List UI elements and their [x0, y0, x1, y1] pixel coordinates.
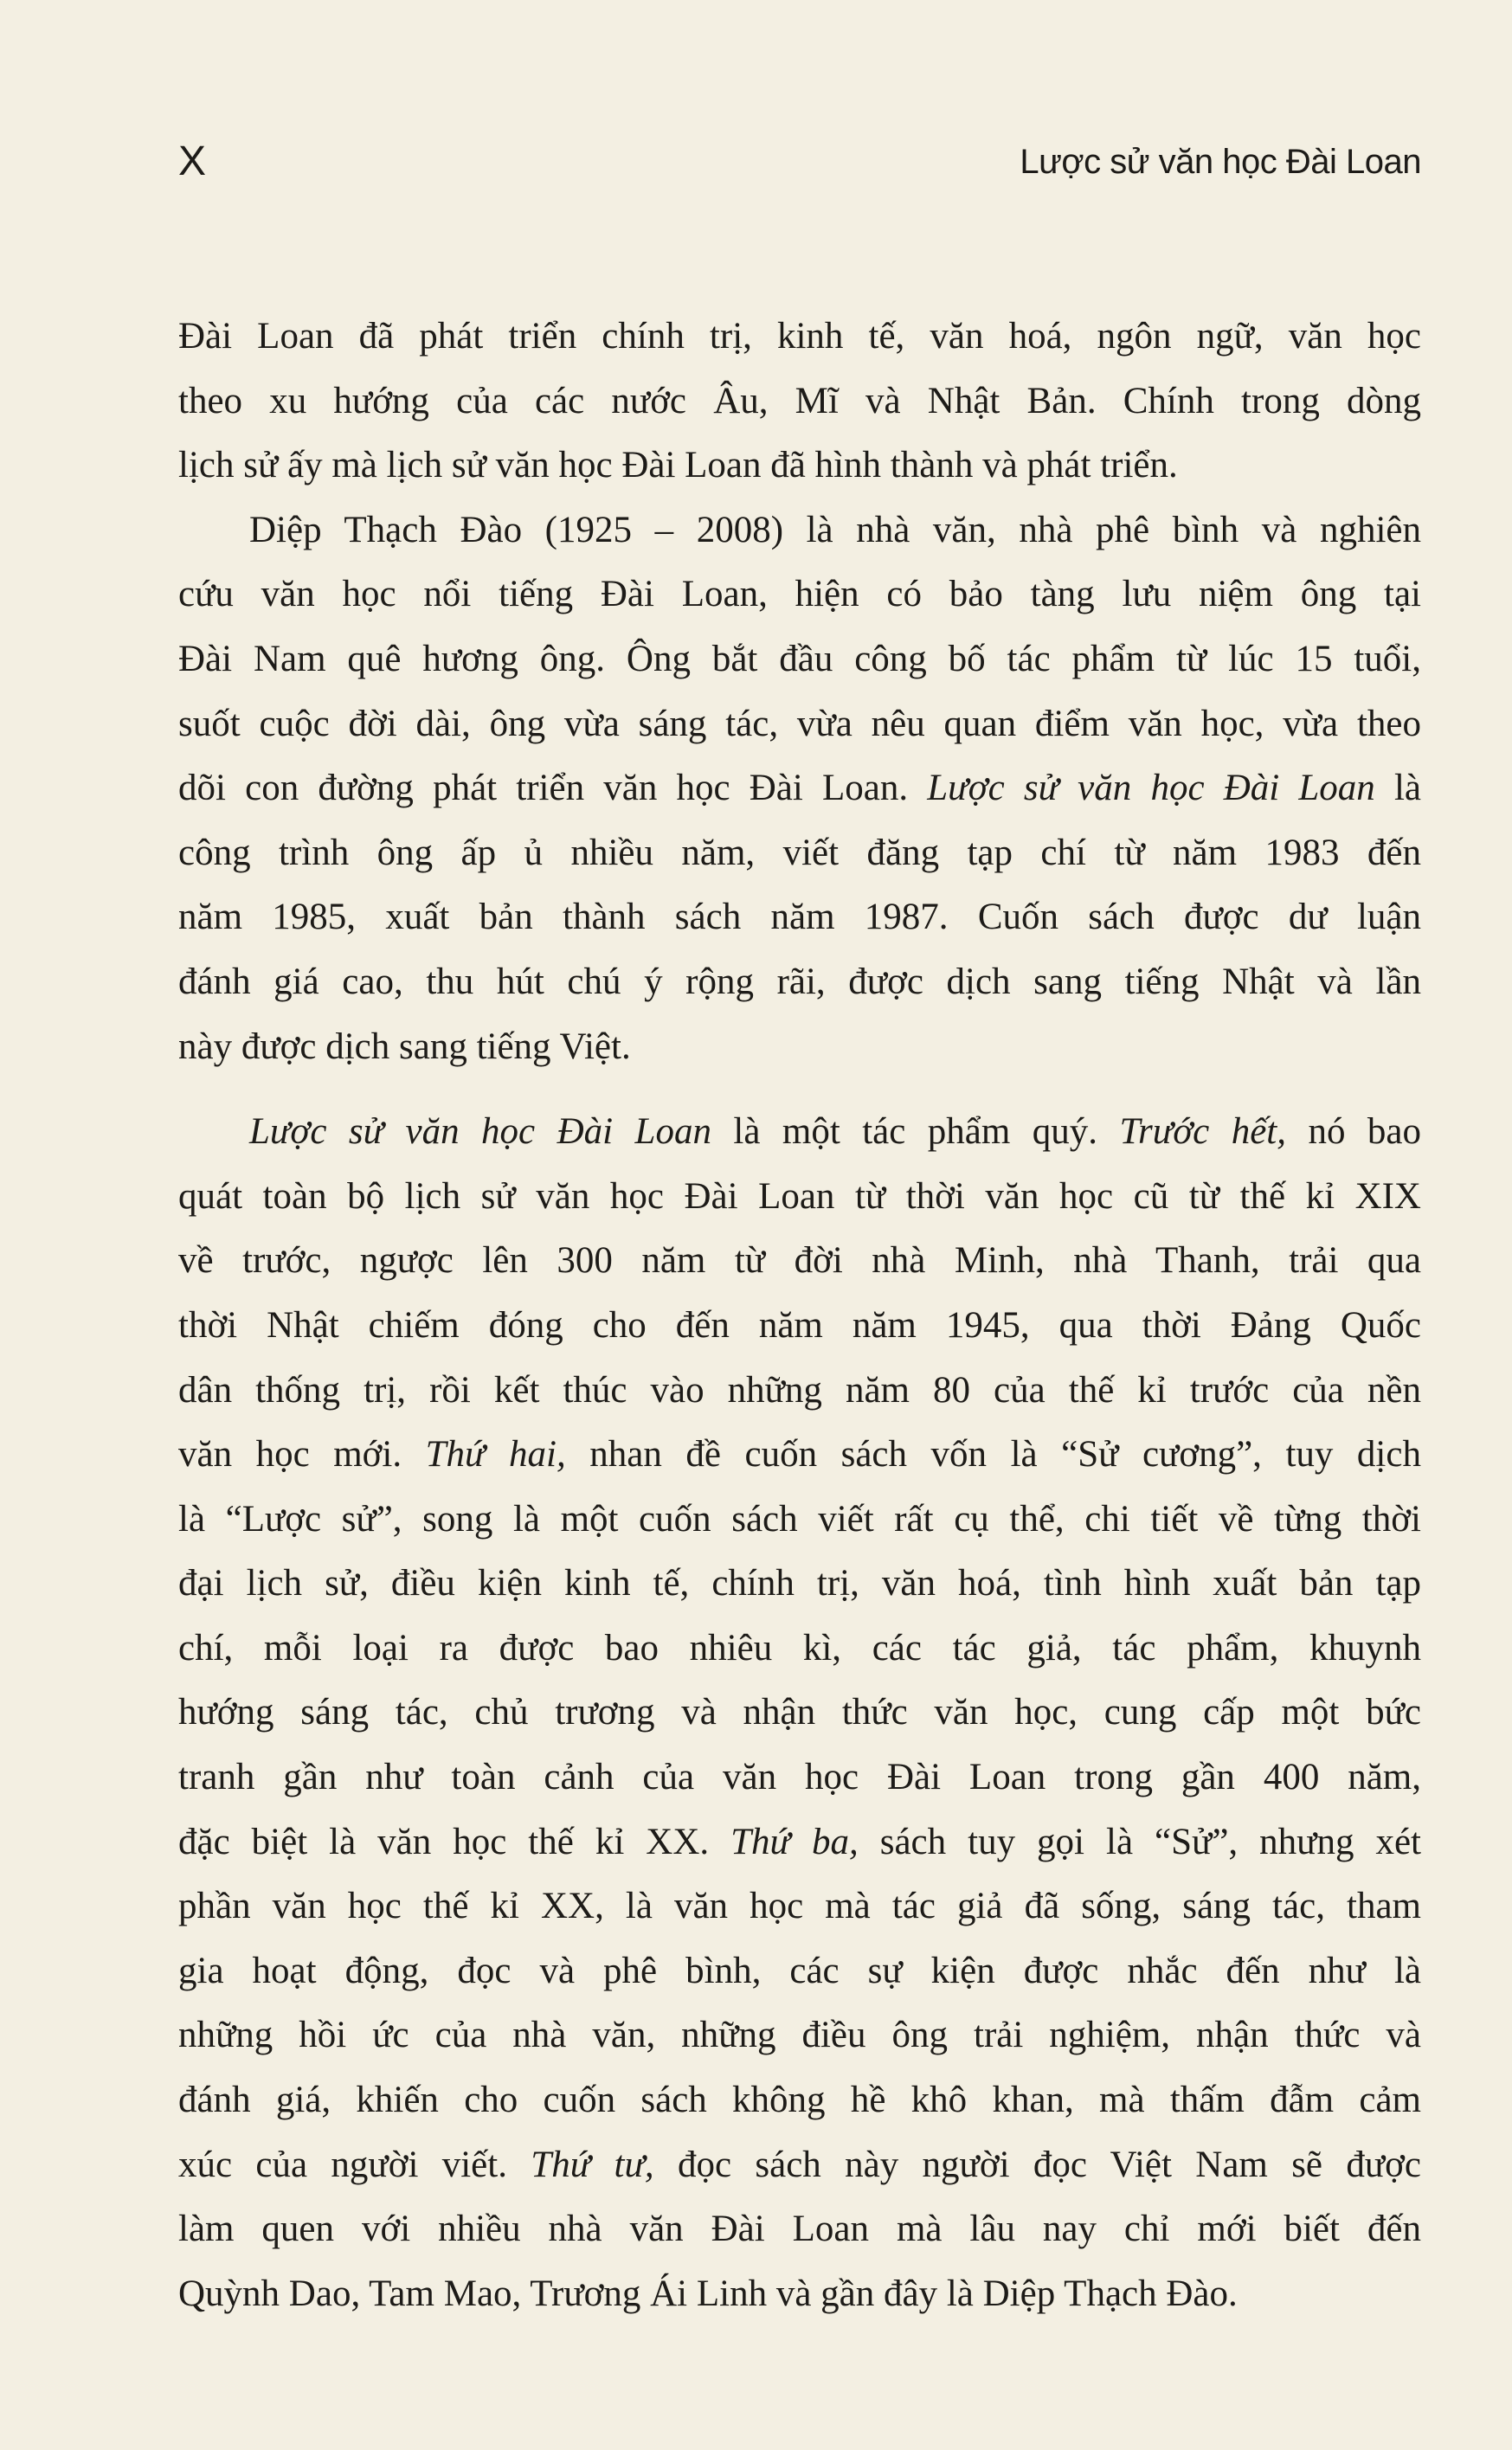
text-run: cứu văn học nổi tiếng Đài Loan, hiện có bảo tàng lưu niệm ông tại [178, 574, 1421, 615]
text-run: văn học mới. [178, 1434, 426, 1476]
text-run: đánh giá, khiến cho cuốn sách không hề khô khan, mà thấm đẫm cảm [178, 2080, 1421, 2121]
text-run: là [1374, 768, 1421, 809]
text-line [178, 370, 1421, 434]
text-run: về trước, ngược lên 300 năm từ đời nhà Minh, nhà Thanh, trải qua [178, 1240, 1421, 1282]
text-line [178, 1617, 1421, 1682]
text-line [178, 305, 1421, 370]
text-run: theo xu hướng của các nước Âu, Mĩ và Nhật Bản. Chính trong dòng [178, 380, 1421, 421]
text-run: xúc của người viết. [178, 2144, 531, 2185]
text-line [178, 1552, 1421, 1617]
text-run: đánh giá cao, thu hút chú ý rộng rãi, được dịch sang tiếng Nhật và lần [178, 961, 1421, 1002]
text-run: lịch sử ấy mà lịch sử văn học Đài Loan đã hình thành và phát triển. [178, 445, 1178, 486]
text-run: dõi con đường phát triển văn học Đài Loan. [178, 768, 928, 809]
text-line [178, 1165, 1421, 1230]
text-line [178, 1488, 1421, 1553]
running-title: Lược sử văn học Đài Loan [1020, 143, 1421, 181]
text-run: thời Nhật chiếm đóng cho đến năm năm 1945, qua thời Đảng Quốc [178, 1304, 1421, 1346]
text-run: dân thống trị, rồi kết thúc vào những năm 80 của thế kỉ trước của nền [178, 1369, 1421, 1411]
text-line [178, 885, 1421, 950]
text-line [178, 1874, 1421, 1939]
paragraph [178, 498, 1421, 1079]
page-header [178, 132, 1421, 192]
text-run: những hồi ức của nhà văn, những điều ông trải nghiệm, nhận thức và [178, 2015, 1421, 2056]
text-line [178, 1359, 1421, 1424]
italic-text: Thứ hai, [425, 1434, 566, 1476]
text-run: làm quen với nhiều nhà văn Đài Loan mà lâu nay chỉ mới biết đến [178, 2209, 1421, 2250]
text-run: đọc sách này người đọc Việt Nam sẽ được [653, 2144, 1421, 2185]
text-run: năm 1985, xuất bản thành sách năm 1987. Cuốn sách được dư luận [178, 897, 1421, 938]
text-run: Diệp Thạch Đào (1925 – 2008) là nhà văn, nhà phê bình và nghiên [249, 509, 1421, 550]
text-line [178, 1746, 1421, 1810]
text-line [178, 950, 1421, 1015]
text-line [178, 1810, 1421, 1875]
text-line [178, 2262, 1421, 2327]
text-line [178, 756, 1421, 821]
text-run: suốt cuộc đời dài, ông vừa sáng tác, vừa nêu quan điểm văn học, vừa theo [178, 703, 1421, 744]
text-run: Đài Loan đã phát triển chính trị, kinh tế, văn hoá, ngôn ngữ, văn học [178, 316, 1421, 357]
text-line [178, 821, 1421, 886]
text-line [178, 1423, 1421, 1488]
paragraph [178, 1100, 1421, 2326]
italic-text: Thứ ba, [730, 1821, 859, 1862]
text-run: đặc biệt là văn học thế kỉ XX. [178, 1821, 731, 1862]
text-line [178, 1294, 1421, 1359]
paragraph [178, 305, 1421, 498]
text-line [178, 1015, 1421, 1080]
body-text [178, 305, 1421, 2326]
text-run: hướng sáng tác, chủ trương và nhận thức văn học, cung cấp một bức [178, 1692, 1421, 1733]
text-line [178, 563, 1421, 627]
text-line [178, 1681, 1421, 1746]
italic-text: Lược sử văn học Đài Loan [927, 768, 1375, 809]
text-line [178, 1100, 1421, 1165]
text-line [178, 498, 1421, 563]
text-run: này được dịch sang tiếng Việt. [178, 1026, 631, 1067]
text-run: là một tác phẩm quý. [711, 1111, 1120, 1153]
text-run: nhan đề cuốn sách vốn là “Sử cương”, tuy dịch [565, 1434, 1421, 1476]
text-line [178, 434, 1421, 498]
text-run: Đài Nam quê hương ông. Ông bắt đầu công bố tác phẩm từ lúc 15 tuổi, [178, 638, 1421, 679]
page-number: X [178, 138, 207, 184]
text-run: tranh gần như toàn cảnh của văn học Đài Loan trong gần 400 năm, [178, 1757, 1421, 1798]
text-line [178, 2068, 1421, 2133]
text-line [178, 1939, 1421, 2004]
text-line [178, 692, 1421, 757]
text-line [178, 2197, 1421, 2262]
text-line [178, 627, 1421, 692]
text-line [178, 1229, 1421, 1294]
text-run: phần văn học thế kỉ XX, là văn học mà tác giả đã sống, sáng tác, tham [178, 1886, 1421, 1927]
text-run: nó bao [1286, 1111, 1421, 1153]
text-line [178, 2133, 1421, 2198]
text-run: Quỳnh Dao, Tam Mao, Trương Ái Linh và gần đây là Diệp Thạch Đào. [178, 2273, 1238, 2314]
text-run: quát toàn bộ lịch sử văn học Đài Loan từ thời văn học cũ từ thế kỉ XIX [178, 1175, 1421, 1217]
italic-text: Trước hết, [1119, 1111, 1286, 1153]
text-run: công trình ông ấp ủ nhiều năm, viết đăng tạp chí từ năm 1983 đến [178, 832, 1421, 873]
text-run: chí, mỗi loại ra được bao nhiêu kì, các tác giả, tác phẩm, khuynh [178, 1627, 1421, 1669]
italic-text: Thứ tư, [531, 2144, 654, 2185]
text-run: là “Lược sử”, song là một cuốn sách viết rất cụ thể, chi tiết về từng thời [178, 1498, 1421, 1540]
italic-text: Lược sử văn học Đài Loan [249, 1111, 711, 1153]
text-run: gia hoạt động, đọc và phê bình, các sự kiện được nhắc đến như là [178, 1950, 1421, 1991]
text-run: đại lịch sử, điều kiện kinh tế, chính trị, văn hoá, tình hình xuất bản tạp [178, 1563, 1421, 1604]
text-line [178, 2003, 1421, 2068]
text-run: sách tuy gọi là “Sử”, nhưng xét [858, 1821, 1421, 1862]
